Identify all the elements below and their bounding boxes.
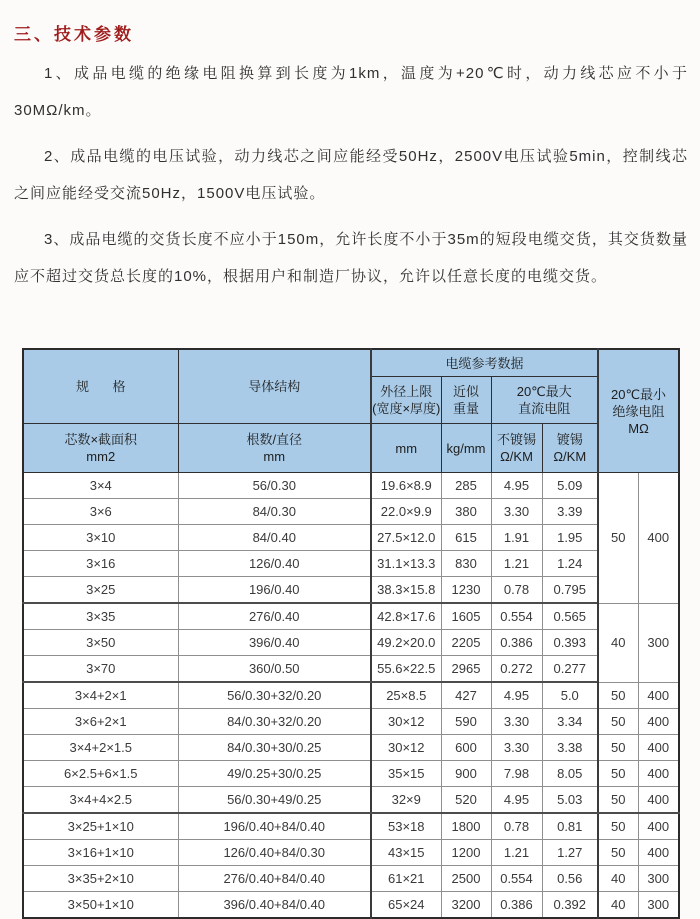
header-spec: 规 格 xyxy=(23,349,178,424)
cell-conductor: 49/0.25+30/0.25 xyxy=(178,761,371,787)
cell-ins-min: 50 xyxy=(598,735,638,761)
cell-untinned: 0.386 xyxy=(491,630,542,656)
cell-weight: 900 xyxy=(441,761,491,787)
cell-tinned: 5.03 xyxy=(542,787,598,814)
cell-weight: 2205 xyxy=(441,630,491,656)
parameters-table xyxy=(22,348,680,919)
cell-conductor: 84/0.30 xyxy=(178,499,371,525)
cell-weight: 1200 xyxy=(441,840,491,866)
cell-spec: 3×35+2×10 xyxy=(23,866,178,892)
cell-conductor: 360/0.50 xyxy=(178,656,371,683)
header-dc-resistance xyxy=(491,377,598,424)
cell-weight: 520 xyxy=(441,787,491,814)
table-row xyxy=(23,499,679,525)
cell-untinned: 0.554 xyxy=(491,603,542,630)
cell-tinned: 0.56 xyxy=(542,866,598,892)
cell-tinned: 1.24 xyxy=(542,551,598,577)
paragraph-3: 3、成品电缆的交货长度不应小于150m，允许长度不小于35m的短段电缆交货，其交货数量应不超过交货总长度的10%，根据用户和制造厂协议，允许以任意长度的电缆交货。 xyxy=(14,231,688,285)
cell-untinned: 3.30 xyxy=(491,499,542,525)
cell-tinned: 1.95 xyxy=(542,525,598,551)
cell-spec: 3×4 xyxy=(23,473,178,499)
cell-conductor: 276/0.40 xyxy=(178,603,371,630)
cell-od: 31.1×13.3 xyxy=(371,551,441,577)
table-row xyxy=(23,630,679,656)
cell-conductor: 56/0.30 xyxy=(178,473,371,499)
cell-ins-min: 50 xyxy=(598,813,638,840)
cell-od: 22.0×9.9 xyxy=(371,499,441,525)
cell-weight: 1800 xyxy=(441,813,491,840)
cell-weight: 615 xyxy=(441,525,491,551)
cell-conductor: 196/0.40+84/0.40 xyxy=(178,813,371,840)
header-tinned-unit: Ω/KM xyxy=(553,449,587,464)
cell-conductor: 276/0.40+84/0.40 xyxy=(178,866,371,892)
table-row xyxy=(23,577,679,604)
cell-ins-max-group: 300 xyxy=(638,603,679,682)
cell-spec: 6×2.5+6×1.5 xyxy=(23,761,178,787)
cell-od: 30×12 xyxy=(371,735,441,761)
cell-weight: 830 xyxy=(441,551,491,577)
table-row xyxy=(23,787,679,814)
table-row xyxy=(23,551,679,577)
cell-spec: 3×50 xyxy=(23,630,178,656)
cell-od: 32×9 xyxy=(371,787,441,814)
cell-od: 30×12 xyxy=(371,709,441,735)
header-outer-diameter-line2: (宽度×厚度) xyxy=(372,401,441,416)
header-outer-diameter-line1: 外径上限 xyxy=(380,384,433,399)
cell-ins-max: 400 xyxy=(638,787,679,814)
header-dc-resistance-line1: 20℃最大 xyxy=(516,384,572,399)
cell-tinned: 1.27 xyxy=(542,840,598,866)
cell-od: 49.2×20.0 xyxy=(371,630,441,656)
cell-od: 35×15 xyxy=(371,761,441,787)
cell-od: 61×21 xyxy=(371,866,441,892)
table-row xyxy=(23,473,679,499)
cell-ins-min: 40 xyxy=(598,866,638,892)
cell-ins-min-group: 50 xyxy=(598,473,638,604)
cell-ins-min: 50 xyxy=(598,840,638,866)
cell-ins-min: 50 xyxy=(598,682,638,709)
header-outer-diameter xyxy=(371,377,441,424)
cell-spec: 3×4+2×1 xyxy=(23,682,178,709)
cell-conductor: 56/0.30+32/0.20 xyxy=(178,682,371,709)
cell-tinned: 0.277 xyxy=(542,656,598,683)
header-untinned xyxy=(491,424,542,473)
cell-ins-max: 400 xyxy=(638,813,679,840)
header-spec-sub xyxy=(23,424,178,473)
cell-spec: 3×35 xyxy=(23,603,178,630)
header-untinned-unit: Ω/KM xyxy=(500,449,533,464)
table-row xyxy=(23,892,679,919)
cell-spec: 3×6+2×1 xyxy=(23,709,178,735)
table-row xyxy=(23,682,679,709)
header-weight-line1: 近似 xyxy=(452,384,479,399)
cell-tinned: 8.05 xyxy=(542,761,598,787)
cell-tinned: 3.39 xyxy=(542,499,598,525)
cell-conductor: 126/0.40 xyxy=(178,551,371,577)
cell-spec: 3×25 xyxy=(23,577,178,604)
cell-conductor: 84/0.30+30/0.25 xyxy=(178,735,371,761)
cell-untinned: 0.554 xyxy=(491,866,542,892)
cell-ins-max: 300 xyxy=(638,892,679,919)
header-od-unit: mm xyxy=(371,424,441,473)
cell-weight: 600 xyxy=(441,735,491,761)
header-tinned-label: 镀锡 xyxy=(556,432,583,447)
cell-weight: 427 xyxy=(441,682,491,709)
cell-ins-min-group: 40 xyxy=(598,603,638,682)
cell-od: 43×15 xyxy=(371,840,441,866)
header-weight xyxy=(441,377,491,424)
table-row xyxy=(23,525,679,551)
cell-weight: 285 xyxy=(441,473,491,499)
cell-ins-max: 400 xyxy=(638,682,679,709)
cell-ins-max: 400 xyxy=(638,761,679,787)
header-tinned xyxy=(542,424,598,473)
cell-spec: 3×16 xyxy=(23,551,178,577)
cell-tinned: 3.38 xyxy=(542,735,598,761)
cell-untinned: 1.21 xyxy=(491,551,542,577)
cell-weight: 2500 xyxy=(441,866,491,892)
cell-untinned: 0.386 xyxy=(491,892,542,919)
cell-spec: 3×16+1×10 xyxy=(23,840,178,866)
cell-weight: 1605 xyxy=(441,603,491,630)
section-heading: 三、技术参数 xyxy=(14,25,134,44)
cell-conductor: 84/0.40 xyxy=(178,525,371,551)
cell-od: 25×8.5 xyxy=(371,682,441,709)
header-min-insulation-line1: 20℃最小 xyxy=(610,386,667,402)
cell-spec: 3×70 xyxy=(23,656,178,683)
cell-untinned: 0.78 xyxy=(491,577,542,604)
cell-untinned: 1.21 xyxy=(491,840,542,866)
cell-untinned: 3.30 xyxy=(491,735,542,761)
table-row xyxy=(23,840,679,866)
table-row xyxy=(23,735,679,761)
table-row xyxy=(23,813,679,840)
header-min-insulation xyxy=(598,349,679,473)
cell-ins-max-group: 400 xyxy=(638,473,679,604)
cell-tinned: 0.81 xyxy=(542,813,598,840)
cell-od: 65×24 xyxy=(371,892,441,919)
paragraph-1: 1、成品电缆的绝缘电阻换算到长度为1km，温度为+20℃时，动力线芯应不小于30MΩ/km。 xyxy=(14,65,688,119)
header-conductor-sub xyxy=(178,424,371,473)
cell-ins-max: 400 xyxy=(638,709,679,735)
cell-tinned: 5.09 xyxy=(542,473,598,499)
cell-untinned: 0.78 xyxy=(491,813,542,840)
cell-untinned: 4.95 xyxy=(491,787,542,814)
cell-weight: 1230 xyxy=(441,577,491,604)
cell-od: 27.5×12.0 xyxy=(371,525,441,551)
table-row xyxy=(23,761,679,787)
cell-od: 55.6×22.5 xyxy=(371,656,441,683)
cell-od: 42.8×17.6 xyxy=(371,603,441,630)
cell-spec: 3×4+4×2.5 xyxy=(23,787,178,814)
paragraph-2: 2、成品电缆的电压试验，动力线芯之间应能经受50Hz，2500V电压试验5min，控制线芯之间应能经受交流50Hz，1500V电压试验。 xyxy=(14,148,688,202)
header-conductor: 导体结构 xyxy=(178,349,371,424)
cell-weight: 590 xyxy=(441,709,491,735)
header-dc-resistance-line2: 直流电阻 xyxy=(518,401,571,416)
header-min-insulation-unit: MΩ xyxy=(628,420,649,436)
cell-weight: 2965 xyxy=(441,656,491,683)
cell-untinned: 3.30 xyxy=(491,709,542,735)
cell-conductor: 396/0.40 xyxy=(178,630,371,656)
cell-ins-min: 50 xyxy=(598,761,638,787)
cell-untinned: 1.91 xyxy=(491,525,542,551)
cell-spec: 3×6 xyxy=(23,499,178,525)
cell-conductor: 396/0.40+84/0.40 xyxy=(178,892,371,919)
header-untinned-label: 不镀锡 xyxy=(496,432,536,447)
cell-od: 38.3×15.8 xyxy=(371,577,441,604)
cell-untinned: 4.95 xyxy=(491,473,542,499)
cell-tinned: 3.34 xyxy=(542,709,598,735)
cell-conductor: 196/0.40 xyxy=(178,577,371,604)
cell-ins-min: 50 xyxy=(598,709,638,735)
cell-tinned: 0.393 xyxy=(542,630,598,656)
cell-spec: 3×25+1×10 xyxy=(23,813,178,840)
cell-spec: 3×50+1×10 xyxy=(23,892,178,919)
header-weight-line2: 重量 xyxy=(452,401,479,416)
cell-tinned: 0.392 xyxy=(542,892,598,919)
cell-untinned: 4.95 xyxy=(491,682,542,709)
cell-tinned: 0.795 xyxy=(542,577,598,604)
header-min-insulation-line2: 绝缘电阻 xyxy=(612,403,665,419)
cell-spec: 3×10 xyxy=(23,525,178,551)
cell-conductor: 84/0.30+32/0.20 xyxy=(178,709,371,735)
cell-ins-max: 400 xyxy=(638,735,679,761)
table-row xyxy=(23,656,679,683)
header-weight-unit: kg/mm xyxy=(441,424,491,473)
cell-ins-min: 40 xyxy=(598,892,638,919)
cell-ins-max: 300 xyxy=(638,866,679,892)
header-conductor-sub-unit: mm xyxy=(263,449,286,464)
cell-weight: 380 xyxy=(441,499,491,525)
cell-conductor: 56/0.30+49/0.25 xyxy=(178,787,371,814)
cell-ins-min: 50 xyxy=(598,787,638,814)
table-row xyxy=(23,603,679,630)
header-ref-group: 电缆参考数据 xyxy=(371,349,598,377)
cell-conductor: 126/0.40+84/0.30 xyxy=(178,840,371,866)
header-conductor-sub-label: 根数/直径 xyxy=(246,432,303,447)
table-row xyxy=(23,709,679,735)
cell-weight: 3200 xyxy=(441,892,491,919)
header-spec-sub-unit: mm2 xyxy=(86,449,116,464)
cell-untinned: 7.98 xyxy=(491,761,542,787)
cell-ins-max: 400 xyxy=(638,840,679,866)
cell-spec: 3×4+2×1.5 xyxy=(23,735,178,761)
cell-tinned: 0.565 xyxy=(542,603,598,630)
header-spec-sub-label: 芯数×截面积 xyxy=(64,432,138,447)
cell-od: 53×18 xyxy=(371,813,441,840)
cell-tinned: 5.0 xyxy=(542,682,598,709)
cell-untinned: 0.272 xyxy=(491,656,542,683)
cell-od: 19.6×8.9 xyxy=(371,473,441,499)
table-row xyxy=(23,866,679,892)
